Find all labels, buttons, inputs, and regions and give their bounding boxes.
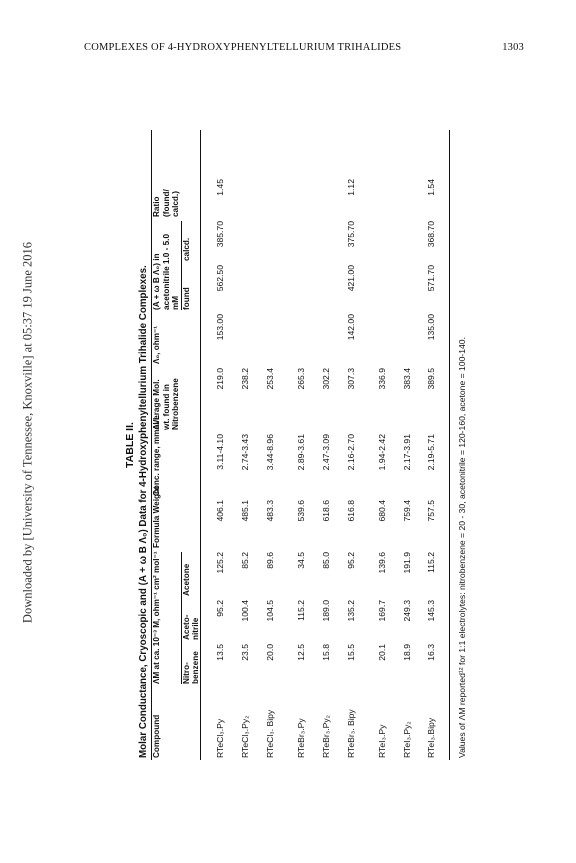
header-conc-range: Conc. range, mmol/L [152, 415, 162, 496]
nitrobenzene-cell: 20.1 [376, 644, 387, 661]
acetonitrile-cell: 249.3 [401, 600, 412, 622]
found-cell [241, 265, 251, 310]
conc-range-cell: 2.47-3.09 [320, 434, 331, 471]
found-cell: 571.70 [426, 265, 437, 292]
compound-cell: RTeBr₃.Py [296, 718, 307, 758]
acetonitrile-cell: 145.3 [426, 600, 437, 622]
table-row [201, 130, 226, 760]
found-cell [297, 265, 307, 310]
nitrobenzene-cell: 13.5 [215, 644, 226, 661]
ratio-cell [241, 179, 251, 217]
header-conductance: ΛM at ca. 10⁻³ M, ohm⁻¹ cm² mol⁻¹ [152, 552, 181, 684]
compound-cell: RTeCl₃.Py₂ [240, 715, 251, 758]
nitrobenzene-cell: 15.8 [320, 644, 331, 661]
lambda0-cell [403, 314, 413, 364]
calcd-cell: 368.70 [426, 221, 437, 248]
calcd-cell [241, 221, 251, 261]
table-row [307, 130, 332, 760]
formula-weight-cell: 759.4 [401, 500, 412, 522]
header-formula-weight: Formula Weight [152, 486, 162, 548]
table-row [388, 130, 413, 760]
acetone-cell: 95.2 [345, 552, 356, 569]
calcd-cell: 385.70 [215, 221, 226, 248]
download-note-text: Downloaded by [University of Tennessee, Knoxville] at 05:37 19 June 2016 [20, 241, 35, 624]
avg-mol-wt-cell: 253.4 [265, 368, 276, 390]
table-row [357, 130, 388, 760]
table-label: TABLE II. [124, 422, 136, 468]
avg-mol-wt-cell: 265.3 [296, 368, 307, 390]
nitrobenzene-cell: 20.0 [265, 644, 276, 661]
acetone-cell: 115.2 [426, 552, 437, 573]
lambda0-cell [241, 314, 251, 364]
found-cell [266, 265, 276, 310]
table-body [201, 130, 437, 760]
conc-range-cell: 2.74-3.43 [240, 434, 251, 471]
acetonitrile-cell: 189.0 [320, 600, 331, 622]
conc-range-cell: 1.94-2.42 [376, 434, 387, 471]
lambda0-cell: 153.00 [215, 314, 226, 341]
running-title: COMPLEXES OF 4-HYDROXYPHENYLTELLURIUM TRIHALIDES [84, 42, 402, 53]
conc-range-cell: 2.16-2.70 [345, 434, 356, 471]
lambda0-cell [297, 314, 307, 364]
ratio-cell: 1.12 [345, 179, 356, 196]
formula-weight-cell: 483.3 [265, 500, 276, 522]
acetone-cell: 34.5 [296, 552, 307, 569]
acetonitrile-cell: 115.2 [296, 600, 307, 621]
table-frame [120, 130, 530, 760]
acetonitrile-cell: 135.2 [345, 600, 356, 622]
compound-cell: RTeCl₃. Bipy [265, 709, 276, 758]
table-header [152, 130, 200, 760]
table-row [251, 130, 276, 760]
formula-weight-cell: 680.4 [376, 500, 387, 522]
ratio-cell [322, 179, 332, 217]
calcd-cell [378, 221, 388, 261]
header-ratio: Ratio (found/ calcd.) [152, 189, 181, 217]
lambda0-cell: 142.00 [345, 314, 356, 341]
bottom-rule [449, 130, 450, 760]
conc-range-cell: 3.44-8.96 [265, 434, 276, 471]
compound-cell: RTeCl₃.Py [215, 718, 226, 758]
table-row [276, 130, 307, 760]
found-cell [322, 265, 332, 310]
ratio-cell: 1.54 [426, 179, 437, 196]
header-acetonitrile: Aceto- nitrile [181, 614, 201, 640]
ratio-cell [266, 179, 276, 217]
table-row [412, 130, 437, 760]
header-avg-mol-wt: Average Mol. wt. found in Nitrobenzene [152, 378, 181, 430]
calcd-cell: 375.70 [345, 221, 356, 248]
acetonitrile-cell: 104.5 [265, 600, 276, 622]
acetonitrile-cell: 169.7 [376, 600, 387, 622]
header-compound: Compound [152, 714, 162, 758]
table-footnote: Values of ΛM reported¹² for 1:1 electrolytes: nitrobenzene = 20 - 30, acetonitrile = 120-160, acetone = 100-140. [457, 337, 468, 758]
calcd-cell [322, 221, 332, 261]
formula-weight-cell: 539.6 [296, 500, 307, 522]
lambda0-cell [378, 314, 388, 364]
ratio-cell [297, 179, 307, 217]
ratio-cell [378, 179, 388, 217]
conc-range-cell: 2.17-3.91 [401, 434, 412, 471]
formula-weight-cell: 616.8 [345, 500, 356, 522]
nitrobenzene-cell: 15.5 [345, 644, 356, 661]
avg-mol-wt-cell: 383.4 [401, 368, 412, 390]
lambda0-cell [322, 314, 332, 364]
nitrobenzene-cell: 16.3 [426, 644, 437, 661]
header-calcd: calcd. [181, 237, 191, 261]
lambda0-cell: 135.00 [426, 314, 437, 341]
compound-cell: RTeI₃.Py₂ [401, 721, 412, 758]
found-cell [403, 265, 413, 310]
table-caption: Molar Conductance, Cryoscopic and (A + ω B Λ₀) Data for 4-Hydroxyphenyltellurium Trihalide Complexes. [138, 265, 150, 758]
header-found: found [181, 287, 191, 310]
page-number: 1303 [502, 42, 524, 53]
found-cell [378, 265, 388, 310]
acetone-cell: 89.6 [265, 552, 276, 569]
ratio-cell [403, 179, 413, 217]
conc-range-cell: 2.89-3.61 [296, 434, 307, 471]
header-acetone: Acetone [181, 563, 191, 596]
header-lambda0: Λ₀, ohm⁻¹ [152, 325, 162, 364]
avg-mol-wt-cell: 302.2 [320, 368, 331, 390]
acetone-cell: 139.6 [376, 552, 387, 574]
conc-range-cell: 2.19-5.71 [426, 434, 437, 471]
acetonitrile-cell: 95.2 [215, 600, 226, 617]
acetone-cell: 85.2 [240, 552, 251, 569]
table-row [332, 130, 357, 760]
nitrobenzene-cell: 12.5 [296, 644, 307, 661]
calcd-cell [297, 221, 307, 261]
avg-mol-wt-cell: 238.2 [240, 368, 251, 390]
acetone-cell: 85.0 [320, 552, 331, 569]
compound-cell: RTeBr₃. Bipy [345, 709, 356, 758]
avg-mol-wt-cell: 307.3 [345, 368, 356, 390]
calcd-cell [266, 221, 276, 261]
avg-mol-wt-cell: 336.9 [376, 368, 387, 390]
header-aoba: (A + ω B Λ₀) in acetonitrile 1.0 - 5.0 mM [152, 221, 181, 310]
acetone-cell: 125.2 [215, 552, 226, 574]
table-row [226, 130, 251, 760]
formula-weight-cell: 757.5 [426, 500, 437, 522]
avg-mol-wt-cell: 389.5 [426, 368, 437, 390]
acetone-cell: 191.9 [401, 552, 412, 574]
found-cell: 421.00 [345, 265, 356, 292]
calcd-cell [403, 221, 413, 261]
compound-cell: RTeBr₃.Py₂ [320, 715, 331, 758]
nitrobenzene-cell: 23.5 [240, 644, 251, 661]
avg-mol-wt-cell: 219.0 [215, 368, 226, 390]
nitrobenzene-cell: 18.9 [401, 644, 412, 661]
compound-cell: RTeI₃.Bipy [426, 717, 437, 758]
header-nitrobenzene: Nitro- benzene [181, 651, 201, 684]
conc-range-cell: 3.11-4.10 [215, 434, 226, 470]
ratio-cell: 1.45 [215, 179, 226, 196]
lambda0-cell [266, 314, 276, 364]
compound-cell: RTeI₃.Py [376, 724, 387, 758]
found-cell: 562.50 [215, 265, 226, 292]
rotated-table [120, 130, 530, 760]
formula-weight-cell: 406.1 [215, 500, 226, 522]
formula-weight-cell: 618.6 [320, 500, 331, 522]
formula-weight-cell: 485.1 [240, 500, 251, 522]
acetonitrile-cell: 100.4 [240, 600, 251, 622]
